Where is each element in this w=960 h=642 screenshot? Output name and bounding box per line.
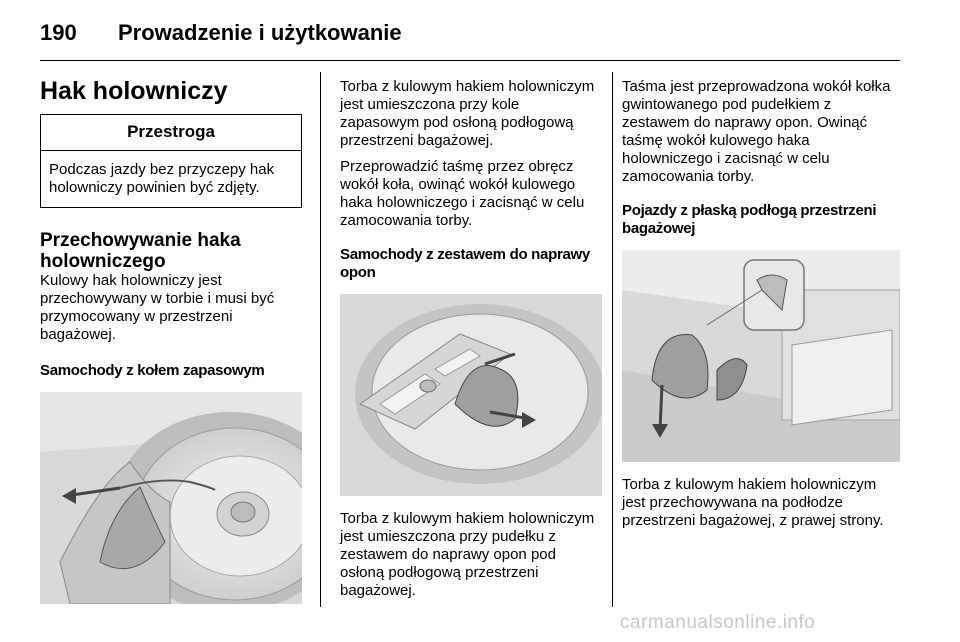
page-number: 190	[40, 20, 77, 45]
paragraph: Torba z kulowym hakiem holowniczym jest przechowywana na podłodze przestrzeni bagażowej, z prawej strony.	[622, 476, 884, 529]
header-rule	[40, 60, 900, 61]
figure-label: Samochody z zestawem do naprawy opon	[340, 246, 590, 281]
subheading: Przechowywanie haka holowniczego	[40, 230, 241, 272]
caution-text: Podczas jazdy bez przyczepy hak holowniczy powinien być zdjęty.	[49, 161, 275, 196]
paragraph: Kulowy hak holowniczy jest przechowywany w torbie i musi być przymocowany w przestrzeni bagażowej.	[40, 272, 275, 343]
paragraph: Torba z kulowym hakiem holowniczym jest umieszczona przy pudełku z zestawem do naprawy opon pod osłoną podłogową przestrzeni bagażowej.	[340, 510, 595, 599]
spare-wheel-illustration	[40, 392, 302, 604]
page-header	[40, 20, 900, 64]
main-heading: Hak holowniczy	[40, 77, 228, 105]
column-3	[622, 70, 902, 530]
paragraph: Taśma jest przeprowadzona wokół kołka gwintowanego pod pudełkiem z zestawem do naprawy opon. Owinąć taśmę wokół kulowego haka holowniczego i zacisnąć w celu zamocowania torby.	[622, 78, 891, 185]
section-title: Prowadzenie i użytkowanie	[118, 20, 402, 45]
flat-floor-illustration	[622, 250, 900, 462]
paragraph: Przeprowadzić taśmę przez obręcz wokół koła, owinąć wokół kulowego haka holowniczego i zacisnąć w celu zamocowania torby.	[340, 158, 585, 229]
column-1	[40, 70, 302, 604]
paragraph: Torba z kulowym hakiem holowniczym jest umieszczona przy kole zapasowym pod osłoną podłogową przestrzeni bagażowej.	[340, 78, 595, 149]
column-divider	[320, 72, 321, 607]
column-divider	[612, 72, 613, 607]
watermark: carmanualsonline.info	[620, 612, 816, 633]
figure-label: Samochody z kołem zapasowym	[40, 362, 265, 379]
caution-box	[40, 114, 302, 208]
caution-title: Przestroga	[41, 115, 301, 151]
figure-label: Pojazdy z płaską podłogą przestrzeni bagażowej	[622, 202, 877, 237]
column-2	[340, 70, 602, 600]
repair-kit-illustration	[340, 294, 602, 496]
